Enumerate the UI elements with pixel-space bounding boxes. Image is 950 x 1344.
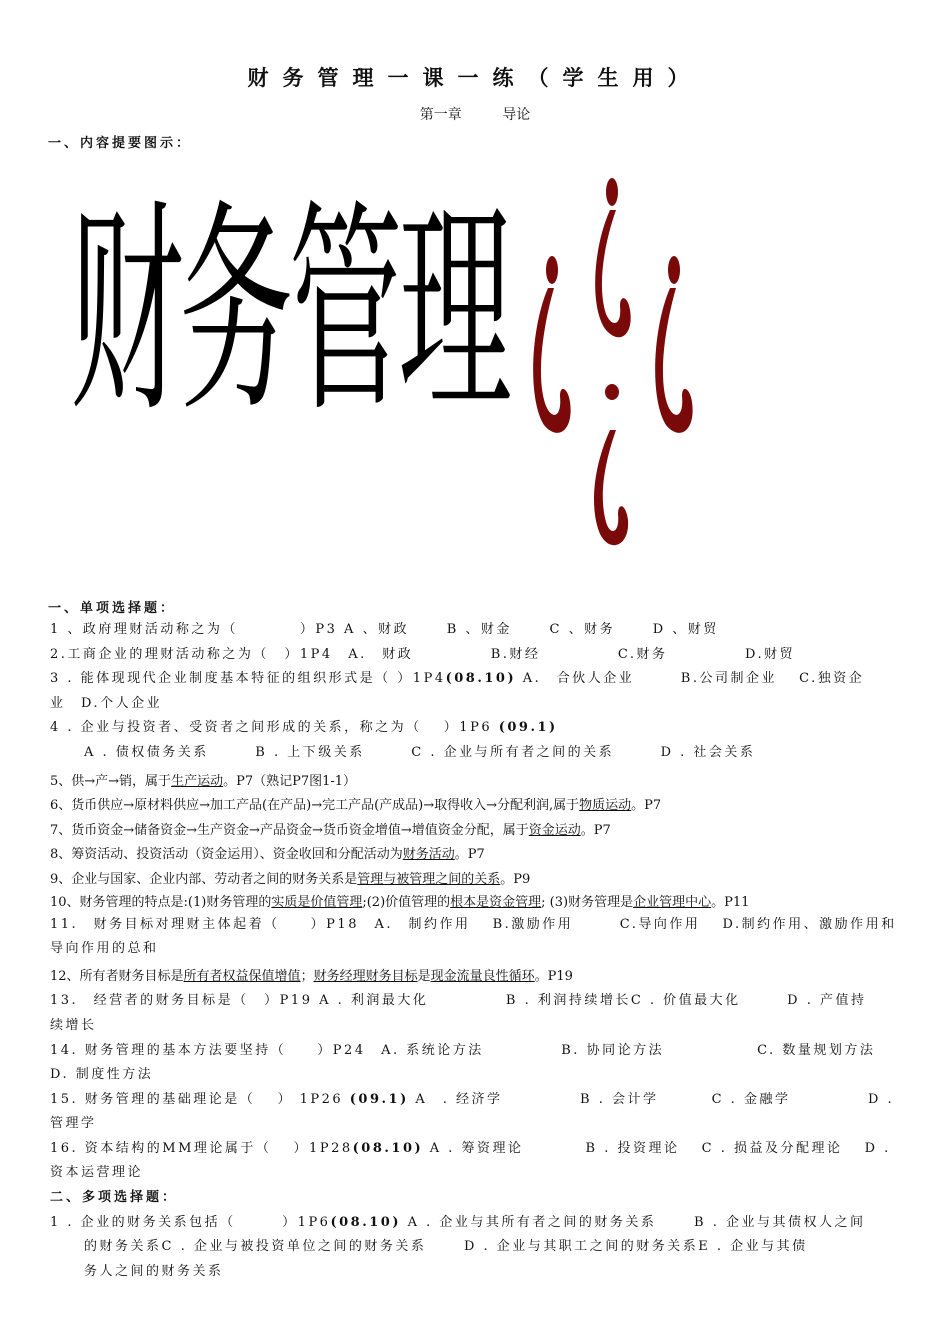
question-4-date: (09.1) [498, 720, 558, 736]
question-14: 14. 财务管理的基本方法要坚持（ ）P24 A. 系统论方法 B. 协同论方法 C. 数量规划方法 [50, 1042, 876, 1058]
note-10-ref: 。P11 [711, 894, 750, 910]
question-16-stem: 16. 资本结构的MM理论属于（ ）1P28 [50, 1140, 353, 1156]
note-10-key-1: 实质是价值管理 [271, 894, 363, 910]
question-3-stem: 3 . 能体现现代企业制度基本特征的组织形式是（ ）1P4 [50, 671, 446, 687]
note-10-key-3: 企业管理中心 [633, 894, 712, 910]
question-16-options: A . 筹资理论 B . 投资理论 C . 损益及分配理论 D . [423, 1140, 891, 1156]
question-13: 13. 经营者的财务目标是（ ）P19 A . 利润最大化 B . 利润持续增长C . 价值最大化 D . 产值持 [50, 993, 867, 1009]
multi-question-1-cont2: 务人之间的财务关系 [84, 1263, 224, 1279]
note-10-text-c: ; (3)财务管理是 [541, 894, 634, 910]
note-6-key: 物质运动 [579, 798, 632, 814]
note-12-key-1: 所有者权益保值增值 [183, 968, 301, 984]
question-15-options: A . 经济学 B . 会计学 C . 金融学 D . [408, 1091, 895, 1107]
note-5-key: 生产运动 [171, 773, 224, 789]
document-title: 财务管理一课一练（学生用） [247, 66, 703, 90]
note-8-key: 财务活动 [402, 847, 455, 863]
note-12-text-a: 12、所有者财务目标是 [50, 968, 184, 984]
question-11: 11. 财务目标对理财主体起着（ ）P18 A. 制约作用 B.激励作用 C.导向作用 D.制约作用、激励作用和 [50, 916, 897, 932]
question-16-cont: 资本运营理论 [50, 1165, 144, 1181]
multi-question-1-stem: 1 . 企业的财务关系包括（ ）1P6 [50, 1214, 331, 1230]
chapter-name: 导论 [502, 107, 531, 123]
question-1: 1 、政府理财活动称之为（ ）P3 A 、财政 B 、财金 C 、财务 D 、财贸 [50, 622, 719, 637]
outline-heading: 一、内容提要图示： [48, 136, 193, 151]
question-15 [50, 1088, 900, 1113]
multi-choice-heading: 二、多项选择题： [50, 1190, 179, 1206]
question-4 [50, 716, 900, 741]
question-4-options: A . 债权债务关系 B . 上下级关系 C . 企业与所有者之间的关系 D . 社会关系 [84, 744, 756, 760]
note-8-text: 8、筹资活动、投资活动（资金运用）、资金收回和分配活动为 [50, 847, 403, 863]
question-4-stem: 4 . 企业与投资者、受资者之间形成的关系，称之为（ ）1P6 [50, 720, 499, 736]
note-8-ref: 。P7 [454, 847, 485, 863]
note-9-key: 管理与被管理之间的关系 [357, 871, 501, 887]
note-9-text: 9、企业与国家、企业内部、劳动者之间的财务关系是 [50, 871, 358, 887]
question-14-cont: D. 制度性方法 [50, 1067, 154, 1083]
note-6-ref: 。P7 [631, 798, 662, 814]
note-12-ref: 。P19 [534, 968, 573, 984]
note-10 [50, 893, 900, 913]
question-13-cont: 续增长 [50, 1017, 97, 1033]
note-9 [50, 868, 900, 893]
note-10-text-a: 10、财务管理的特点是:(1)财务管理的 [50, 894, 272, 910]
multi-question-1-options-a: A . 企业与其所有者之间的财务关系 B . 企业与其债权人之间 [400, 1214, 866, 1230]
question-15-stem: 15. 财务管理的基础理论是（ ） 1P26 [50, 1091, 350, 1107]
question-16 [50, 1137, 900, 1162]
question-15-cont: 管理学 [50, 1116, 97, 1132]
note-5 [50, 770, 900, 795]
note-12-text-c: 是 [417, 968, 431, 984]
note-12 [50, 965, 900, 990]
note-7-text: 7、货币资金→储备资金→生产资金→产品资金→货币资金增值→增值资金分配，属于 [50, 822, 529, 838]
single-choice-heading: 一、单项选择题： [48, 601, 177, 616]
finance-logo-figure [60, 170, 720, 570]
question-3-options: A. 合伙人企业 B.公司制企业 C.独资企 [516, 671, 865, 687]
multi-question-1-cont: 的财务关系C . 企业与被投资单位之间的财务关系 D . 企业与其职工之间的财务关系E . 企业与其债 [84, 1239, 808, 1255]
note-6-text: 6、货币供应→原材料供应→加工产品(在产品)→完工产品(产成品)→取得收入→分配利润,属于 [50, 798, 580, 814]
question-3 [50, 667, 900, 692]
note-5-ref: 。P7（熟记P7图1-1） [223, 773, 357, 789]
note-10-text-b: ;(2)价值管理的 [362, 894, 451, 910]
logo-text: 财务管理 [70, 181, 508, 443]
note-8 [50, 843, 900, 868]
note-9-ref: 。P9 [500, 871, 531, 887]
chapter-number: 第一章 [419, 107, 462, 123]
note-5-text: 5、供→产→销，属于 [50, 773, 172, 789]
chapter-heading [0, 104, 950, 124]
question-3-date: (08.10) [445, 671, 517, 687]
note-12-key-3: 现金流量良性循环 [430, 968, 535, 984]
question-3-cont: 业 D.个人企业 [50, 695, 163, 711]
note-7-ref: 。P7 [580, 822, 611, 838]
multi-question-1-date: (08.10) [330, 1214, 401, 1230]
question-list [50, 618, 900, 1284]
note-7-key: 资金运动 [528, 822, 581, 838]
note-10-key-2: 根本是资金管理 [450, 894, 542, 910]
question-16-date: (08.10) [352, 1140, 424, 1156]
note-7 [50, 819, 900, 844]
note-12-key-2: 财务经理财务目标 [313, 968, 418, 984]
drop-ornament-icon [530, 170, 720, 570]
note-12-text-b: ； [300, 968, 314, 984]
note-6 [50, 794, 900, 819]
question-2: 2.工商企业的理财活动称之为（ ）1P4 A. 财政 B.财经 C.财务 D.财贸 [50, 646, 796, 662]
question-15-date: (09.1) [349, 1091, 409, 1107]
question-11-cont: 导向作用的总和 [50, 941, 159, 957]
multi-question-1 [50, 1211, 900, 1236]
